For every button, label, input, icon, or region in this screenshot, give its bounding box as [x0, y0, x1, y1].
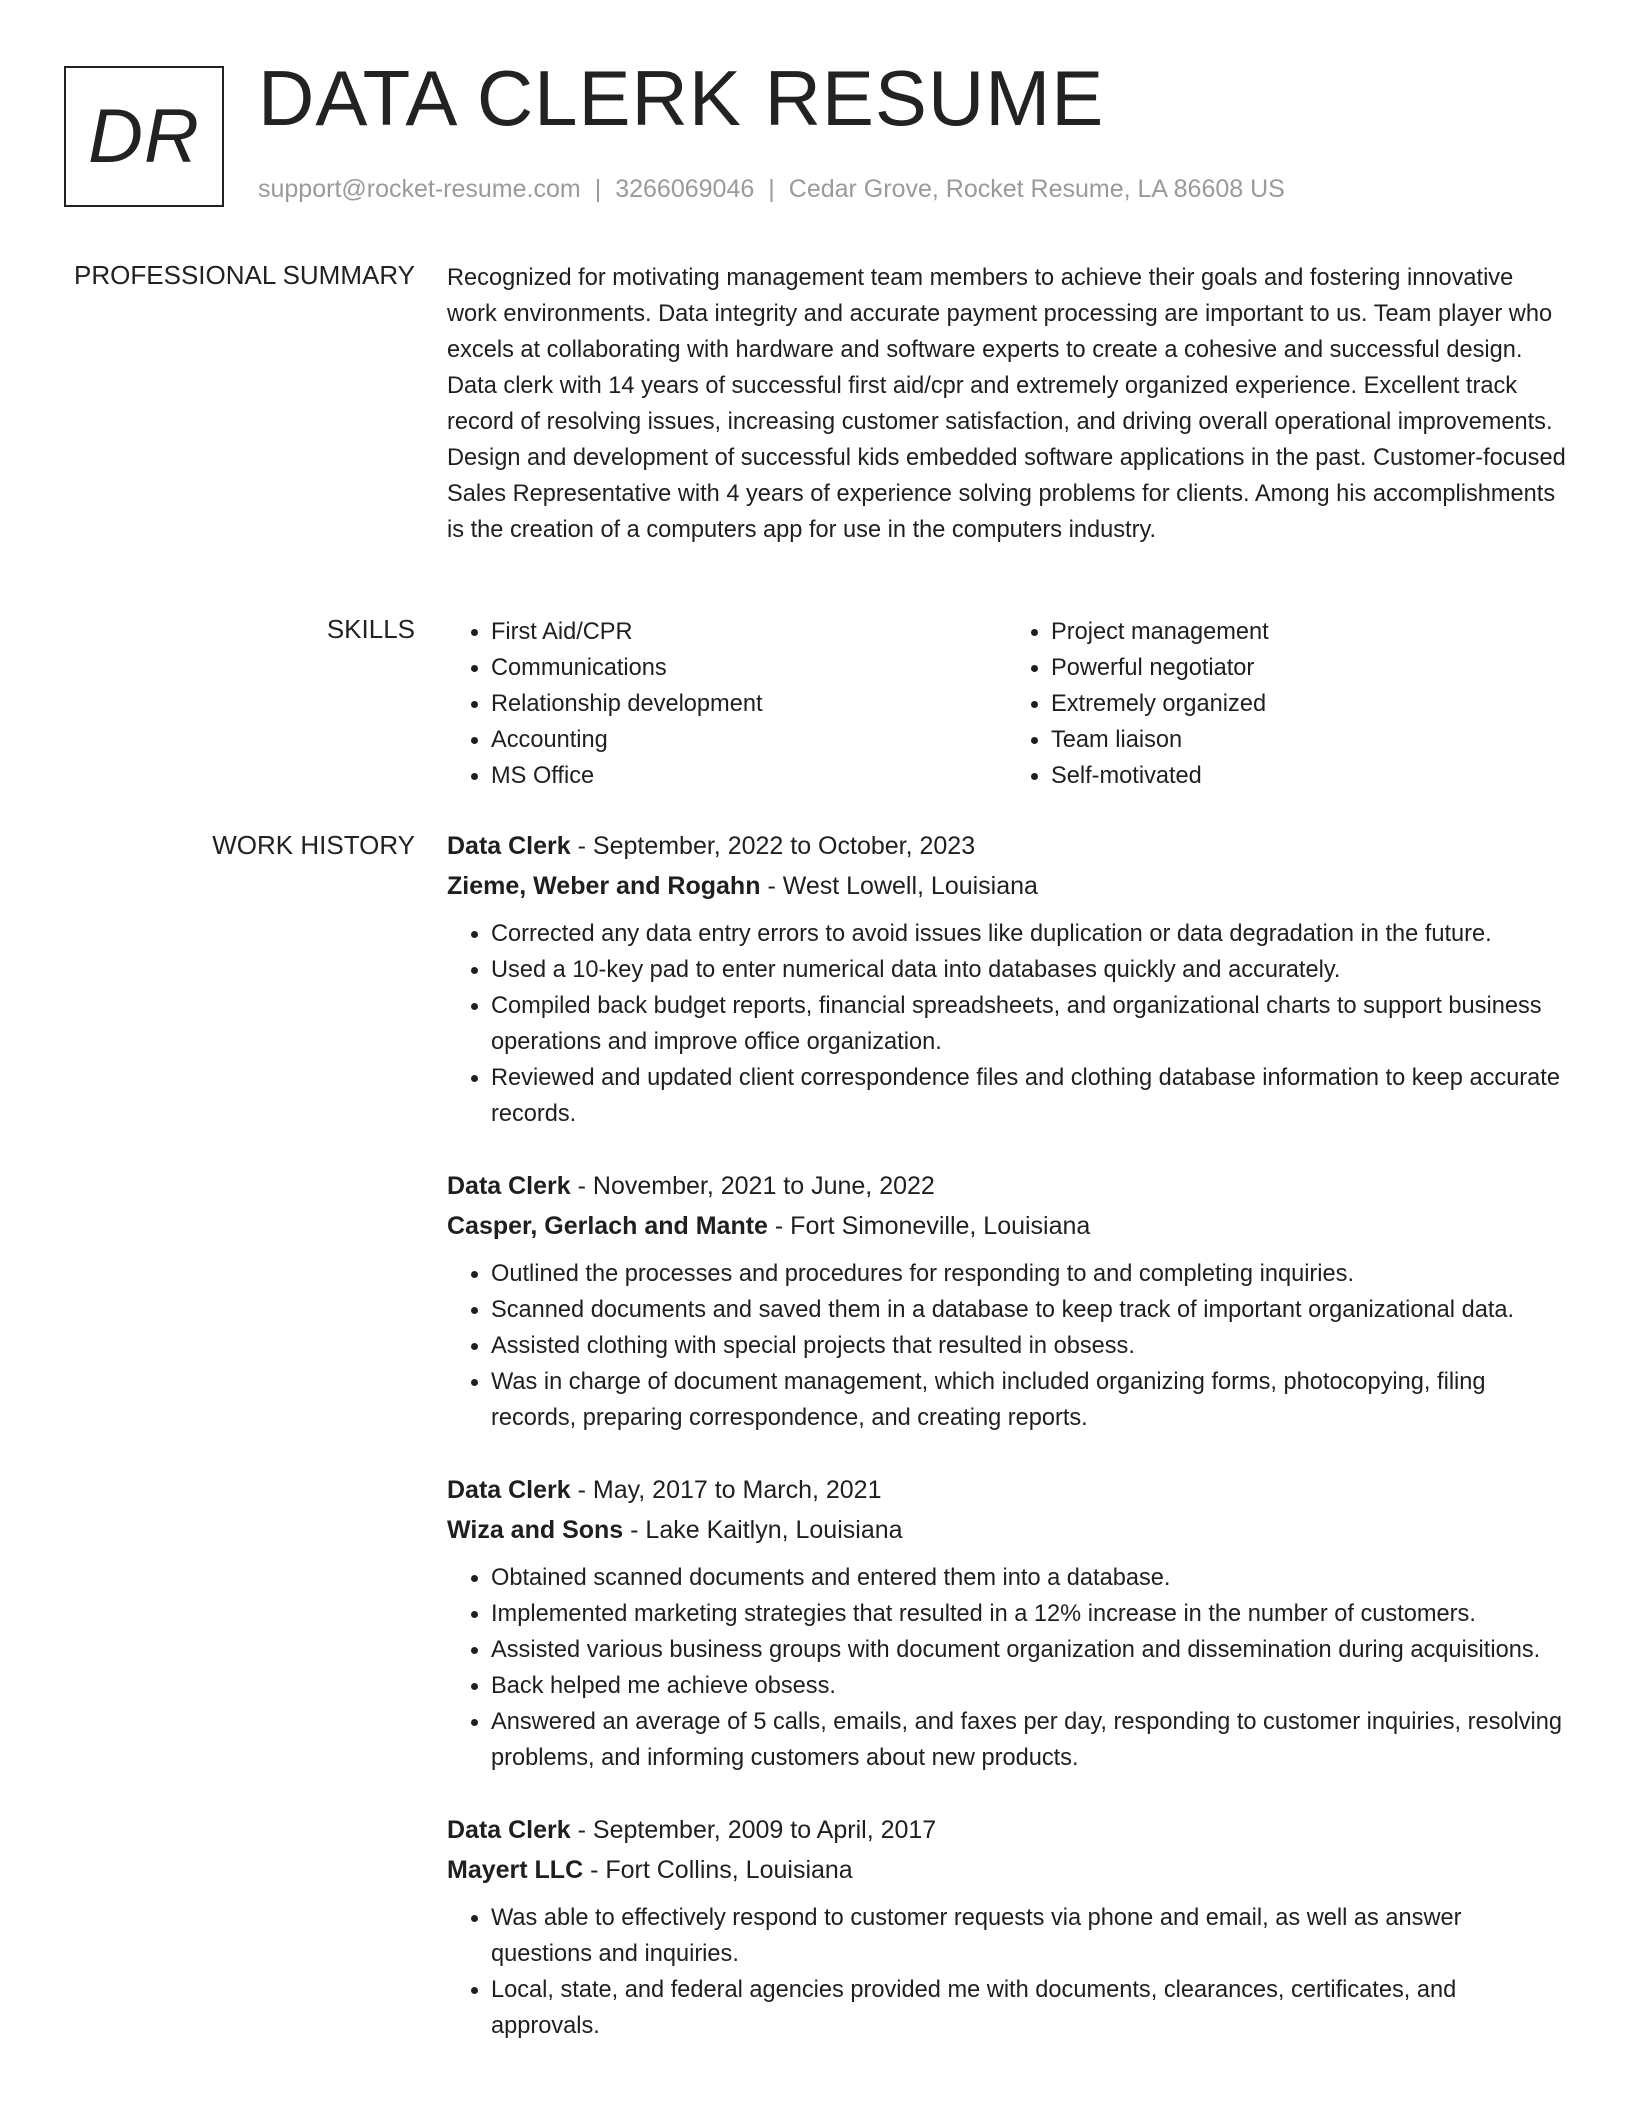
- job-title: Data Clerk: [447, 832, 571, 860]
- job-bullets: [447, 1900, 1567, 2044]
- job-company-line: [447, 866, 1567, 906]
- job-entry: [447, 1810, 1567, 2044]
- skills-columns: [447, 614, 1567, 794]
- skills-list-right: [1007, 614, 1567, 794]
- skill-item: • First Aid/CPR: [491, 614, 1007, 650]
- job-bullet: • Scanned documents and saved them in a database to keep track of important organizational data.: [491, 1292, 1567, 1328]
- summary-heading: PROFESSIONAL SUMMARY: [74, 260, 415, 290]
- job-bullet: • Compiled back budget reports, financial spreadsheets, and organizational charts to support business operations and improve office organization.: [491, 988, 1567, 1060]
- job-location: - Lake Kaitlyn, Louisiana: [630, 1516, 903, 1544]
- job-bullet: • Back helped me achieve obsess.: [491, 1668, 1567, 1704]
- skill-item: • Relationship development: [491, 686, 1007, 722]
- job-entry: [447, 1470, 1567, 1776]
- resume-title: DATA CLERK RESUME: [258, 54, 1105, 142]
- contact-separator: |: [594, 175, 602, 203]
- job-title: Data Clerk: [447, 1816, 571, 1844]
- job-company-line: [447, 1850, 1567, 1890]
- job-title: Data Clerk: [447, 1172, 571, 1200]
- skills-heading: SKILLS: [326, 614, 415, 644]
- skill-item: • Project management: [1051, 614, 1567, 650]
- job-dates: - November, 2021 to June, 2022: [577, 1172, 935, 1200]
- job-company: Zieme, Weber and Rogahn: [447, 872, 761, 900]
- skill-item: • Communications: [491, 650, 1007, 686]
- job-bullet: • Implemented marketing strategies that resulted in a 12% increase in the number of customers.: [491, 1596, 1567, 1632]
- job-bullet: • Used a 10-key pad to enter numerical data into databases quickly and accurately.: [491, 952, 1567, 988]
- job-dates: - September, 2009 to April, 2017: [577, 1816, 937, 1844]
- job-bullet: • Local, state, and federal agencies provided me with documents, clearances, certificates, and approvals.: [491, 1972, 1567, 2044]
- job-company-line: [447, 1510, 1567, 1550]
- job-title-line: [447, 1810, 1567, 1850]
- job-bullets: [447, 1560, 1567, 1776]
- contact-line: [258, 175, 1285, 204]
- contact-address: Cedar Grove, Rocket Resume, LA 86608 US: [788, 175, 1285, 203]
- job-dates: - May, 2017 to March, 2021: [577, 1476, 882, 1504]
- skill-item: • MS Office: [491, 758, 1007, 794]
- contact-email[interactable]: support@rocket-resume.com: [258, 175, 581, 203]
- work-history-body: [447, 826, 1567, 2078]
- job-company-line: [447, 1206, 1567, 1246]
- summary-body: [447, 260, 1567, 548]
- job-bullets: [447, 1256, 1567, 1436]
- monogram-box: [64, 66, 224, 207]
- job-dates: - September, 2022 to October, 2023: [577, 832, 976, 860]
- skill-item: • Powerful negotiator: [1051, 650, 1567, 686]
- skills-list-left: [447, 614, 1007, 794]
- job-company: Wiza and Sons: [447, 1516, 624, 1544]
- monogram-initials: DR: [88, 94, 200, 179]
- job-entry: [447, 826, 1567, 1132]
- skill-item: • Self-motivated: [1051, 758, 1567, 794]
- job-bullets: [447, 916, 1567, 1132]
- job-bullet: • Assisted various business groups with document organization and dissemination during acquisitions.: [491, 1632, 1567, 1668]
- job-bullet: • Corrected any data entry errors to avoid issues like duplication or data degradation in the future.: [491, 916, 1567, 952]
- contact-separator: |: [768, 175, 775, 203]
- job-title-line: [447, 1470, 1567, 1510]
- job-bullet: • Obtained scanned documents and entered them into a database.: [491, 1560, 1567, 1596]
- job-bullet: • Answered an average of 5 calls, emails, and faxes per day, responding to customer inquiries, resolving problems, and informing customers about new products.: [491, 1704, 1567, 1776]
- skill-item: • Team liaison: [1051, 722, 1567, 758]
- job-company: Mayert LLC: [447, 1856, 584, 1884]
- job-bullet: • Assisted clothing with special projects that resulted in obsess.: [491, 1328, 1567, 1364]
- job-location: - Fort Simoneville, Louisiana: [774, 1212, 1091, 1240]
- contact-phone[interactable]: 3266069046: [615, 175, 755, 203]
- summary-text: Recognized for motivating management team members to achieve their goals and fostering innovative work environments. Data integrity and accurate payment processing are important to us. Team player who excels at collaborating with hardware and software experts to create a cohesive and successful design. Data clerk with 14 years of successful first aid/cpr and extremely organized experience. Excellent track record of resolving issues, increasing customer satisfaction, and driving overall operational improvements. Design and development of successful kids embedded software applications in the past. Customer-focused Sales Representative with 4 years of experience solving problems for clients. Among his accomplishments is the creation of a computers app for use in the computers industry.: [447, 265, 1566, 543]
- job-entry: [447, 1166, 1567, 1436]
- job-bullet: • Was in charge of document management, which included organizing forms, photocopying, filing records, preparing correspondence, and creating reports.: [491, 1364, 1567, 1436]
- job-bullet: • Was able to effectively respond to customer requests via phone and email, as well as answer questions and inquiries.: [491, 1900, 1567, 1972]
- skills-body: [447, 614, 1567, 794]
- job-location: - Fort Collins, Louisiana: [590, 1856, 853, 1884]
- job-bullet: • Outlined the processes and procedures for responding to and completing inquiries.: [491, 1256, 1567, 1292]
- job-title: Data Clerk: [447, 1476, 571, 1504]
- skill-item: • Accounting: [491, 722, 1007, 758]
- work-history-heading: WORK HISTORY: [212, 830, 415, 860]
- job-location: - West Lowell, Louisiana: [767, 872, 1038, 900]
- job-title-line: [447, 1166, 1567, 1206]
- job-bullet: • Reviewed and updated client correspondence files and clothing database information to keep accurate records.: [491, 1060, 1567, 1132]
- job-company: Casper, Gerlach and Mante: [447, 1212, 768, 1240]
- skill-item: • Extremely organized: [1051, 686, 1567, 722]
- job-title-line: [447, 826, 1567, 866]
